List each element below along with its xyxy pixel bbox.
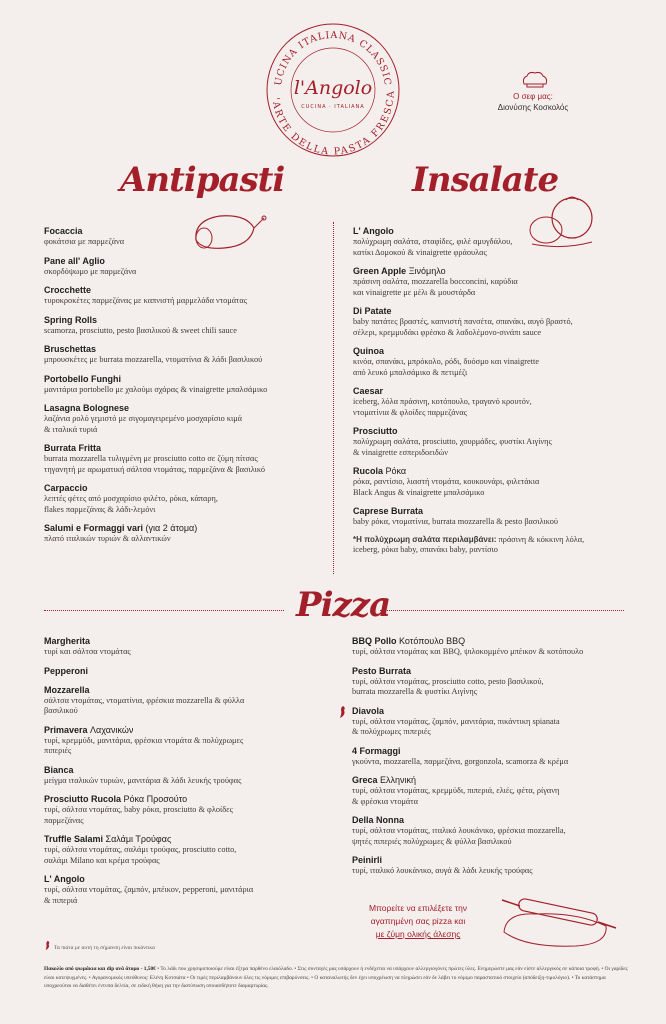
menu-item: Greca Ελληνική τυρί, σάλτσα ντομάτας, κρεμμύδι, πιπεριά, ελιές, φέτα, ρίγανη & φρέσκια ντομάτα: [352, 775, 560, 806]
menu-item: Mozzarella σάλτσα ντομάτας, ντοματίνια, φρέσκια mozzarella & φύλλα βασιλικού: [44, 684, 245, 715]
column-divider: [333, 222, 334, 574]
salad-note: *Η πολύχρωμη σαλάτα περιλαμβάνει: πράσινη & κόκκινη λόλα, iceberg, ρόκα baby, σπανάκι baby, ραντίσιο: [353, 534, 585, 554]
menu-item: Focaccia φοκάτσια με παρμεζάνα: [44, 226, 125, 246]
menu-item: Rucola Ρόκα ρόκα, ραντίσιο, λιαστή ντομάτα, κουκουνάρι, φιλετάκια Black Angus & vinaigrette μπαλσάμικο: [353, 466, 540, 497]
chili-pepper-icon: [338, 706, 347, 718]
menu-item: Diavola τυρί, σάλτσα ντομάτας, ζαμπόν, μανιτάρια, πικάντικη spianata & πολύχρωμες πιπεριές: [352, 705, 642, 738]
menu-item: Quinoa κινόα, σπανάκι, μπρόκολο, ρόδι, δυόσμο και vinaigrette από λευκό μπαλσάμικο & πετιμέζι: [353, 346, 539, 377]
menu-item: Prosciutto Rucola Ρόκα Προσούτο τυρί, σάλτσα ντομάτας, baby ρόκα, prosciutto & φλοίδες παρμεζάνας: [44, 794, 233, 825]
pizza-divider-left: [44, 610, 284, 611]
menu-item: Pepperoni: [44, 665, 89, 676]
menu-item: Crocchette τυροκροκέτες παρμεζάνας με καπνιστή μαρμελάδα ντομάτας: [44, 285, 248, 305]
menu-item: Caesar iceberg, λόλα πράσινη, κοτόπουλο, τραγανό κρουτόν, ντοματίνια & φλοίδες παρμεζάνας: [353, 386, 532, 417]
chef-label: Ο σεφ μας:: [513, 92, 553, 101]
menu-item: Prosciutto πολύχρωμη σαλάτα, prosciutto, χουρμάδες, φυστίκι Αιγίνης & vinaigrette εσπεριδοειδών: [353, 426, 552, 457]
menu-item: Green Apple Ξινόμηλο πράσινη σαλάτα, mozzarella bocconcini, καρύδια και vinaigrette με μέλι & μουστάρδα: [353, 266, 518, 297]
menu-item: Lasagna Bolognese λαζάνια ρολό γεμιστό με σιγομαγειρεμένο μοσχαρίσιο κιμά & ιταλικά τυριά: [44, 403, 243, 434]
insalate-title: Insalate: [412, 160, 559, 200]
antipasti-title: Antipasti: [120, 160, 285, 200]
footer-notes: Πακολίο από ψωμάκια και dip ανά άτομο - 1,50€ • Το λάδι που χρησιμοποιούμε είναι έξτρα παρθένο ελαιόλαδο. • Στις συνταγές μας υπάρχουν ή ενδέχεται να υπάρχουν αλλεργιογόνες πρώτες ύλες. Ενημερώστε μας εάν είστε αλλεργικός σε κάποια τροφή. • Οι γαρίδες είναι κατεψυγμένες. • Αγορανομικός υπεύθυνος: Ελένη Κοτσιάτα • Οι τιμές περιλαμβάνουν όλες τις νόμιμες επιβαρύνσεις. • Ο καταναλωτής δεν έχει υποχρέωση να πληρώσει εάν δε λάβει το νόμιμο παραστατικό στοιχείο (απόδειξη-τιμολόγιο). • Το κατάστημα υποχρεούται να διαθέτει έντυπα δελτία, σε ειδική θήκη για την διατύπωση οποιασδήποτε διαμαρτυρίας.: [44, 966, 628, 989]
restaurant-logo: [265, 22, 401, 158]
pizza-list-right: [352, 635, 642, 884]
logo-arc-bottom: 'ARTE DELLA PASTA FRESCA: [269, 90, 397, 158]
menu-item: Portobello Funghi μανιτάρια portobello με χαλούμι σχάρας & vinaigrette μπαλσάμικο: [44, 373, 268, 394]
pizza-list-left: [44, 635, 324, 913]
pizza-title: Pizza: [296, 585, 391, 625]
menu-item: Spring Rolls scamorza, prosciutto, pesto βασιλικού & sweet chili sauce: [44, 314, 237, 335]
logo-tagline: CUCINA · ITALIANA: [301, 104, 365, 110]
menu-item: L' Angolo πολύχρωμη σαλάτα, σταφίδες, φιλέ αμυγδάλου, κατίκι Δομοκού & vinaigrette φράουλας: [353, 226, 513, 257]
spicy-legend: Τα πιάτα με αυτή τη σήμανση είναι πικάντικα: [54, 945, 156, 951]
menu-item: 4 Formaggi γκούντα, mozzarella, παρμεζάνα, gorgonzola, scamorza & κρέμα: [352, 745, 569, 766]
chef-hat-icon: [520, 70, 550, 88]
chili-pepper-icon: [44, 940, 51, 951]
menu-item: BBQ Pollo Κοτόπουλο BBQ τυρί, σάλτσα ντομάτας και BBQ, ψιλοκομμένο μπέικον & κοτόπουλο: [352, 636, 584, 656]
antipasti-list: [44, 225, 314, 552]
menu-item: Pesto Burrata τυρί, σάλτσα ντομάτας, prosciutto cotto, pesto βασιλικού, burrata mozzarella & φυστίκι Αιγίνης: [352, 665, 544, 696]
insalate-list: [353, 225, 643, 556]
whole-wheat-note: Μπορείτε να επιλέξετε την αγαπημένη σας pizza και με ζύμη ολικής άλεσης: [368, 903, 468, 939]
menu-item: Bianca μείγμα ιταλικών τυριών, μανιτάρια & λάδι λευκής τρούφας: [44, 764, 242, 785]
menu-item: Pane all' Aglio σκορδόψωμο με παρμεζάνα: [44, 255, 137, 276]
menu-item: Bruschettas μπρουσκέτες με burrata mozzarella, ντοματίνια & λάδι βασιλικού: [44, 344, 263, 364]
menu-item: Margherita τυρί και σάλτσα ντομάτας: [44, 636, 131, 656]
logo-arc-top: UCINA ITALIANA CLASSIC: [273, 29, 393, 87]
menu-item: Carpaccio λεπτές φέτες από μοσχαρίσιο φιλέτο, ρόκα, κάπαρη, flakes παρμεζάνας & λάδι-λεμόνι: [44, 483, 218, 514]
menu-item: Di Patate baby πατάτες βραστές, καπνιστή πανσέτα, σπανάκι, αυγό βραστό, σέλερι, κρεμμυδάκι φρέσκο & λαδολέμονο-σινάπι sauce: [353, 306, 573, 337]
menu-item: L' Angolo τυρί, σάλτσα ντομάτας, ζαμπόν, μπέικον, pepperoni, μανιτάρια & πιπεριά: [44, 874, 254, 905]
pizza-divider-right: [380, 610, 624, 611]
menu-item: Caprese Burrata baby ρόκα, ντοματίνια, burrata mozzarella & pesto βασιλικού: [353, 506, 558, 526]
menu-item: Della Nonna τυρί, σάλτσα ντομάτας, ιταλικό λουκάνικο, φρέσκια mozzarella, ψητές πιπεριές πολύχρωμες & φύλλα βασιλικού: [352, 815, 566, 846]
menu-item: Burrata Fritta burrata mozzarella τυλιγμένη με prosciutto cotto σε ζύμη πίτσας τηγανητή με αρωματική σάλτσα ντομάτας, παρμεζάνα & βασιλικό: [44, 443, 266, 474]
logo-brand: l'Angolo: [293, 77, 373, 99]
menu-item: Primavera Λαχανικών τυρί, κρεμμύδι, μανιτάρια, φρέσκια ντομάτα & πολύχρωμες πιπεριές: [44, 724, 244, 755]
menu-item: Salumi e Formaggi vari (για 2 άτομα) πλατό ιταλικών τυριών & αλλαντικών: [44, 523, 198, 543]
menu-item: Peinirli τυρί, ιταλικό λουκάνικο, αυγά & λάδι λευκής τρούφας: [352, 855, 533, 875]
chef-name: Διονύσης Κοσκολός: [497, 103, 569, 112]
menu-item: Truffle Salami Σαλάμι Τρούφας τυρί, σάλτσα ντομάτας, σαλάμι τρούφας, prosciutto cotto, σαλάμι Milano και κρέμα τρούφας: [44, 834, 237, 865]
rolling-pin-illustration: [496, 892, 620, 952]
chef-credit: [468, 70, 598, 112]
